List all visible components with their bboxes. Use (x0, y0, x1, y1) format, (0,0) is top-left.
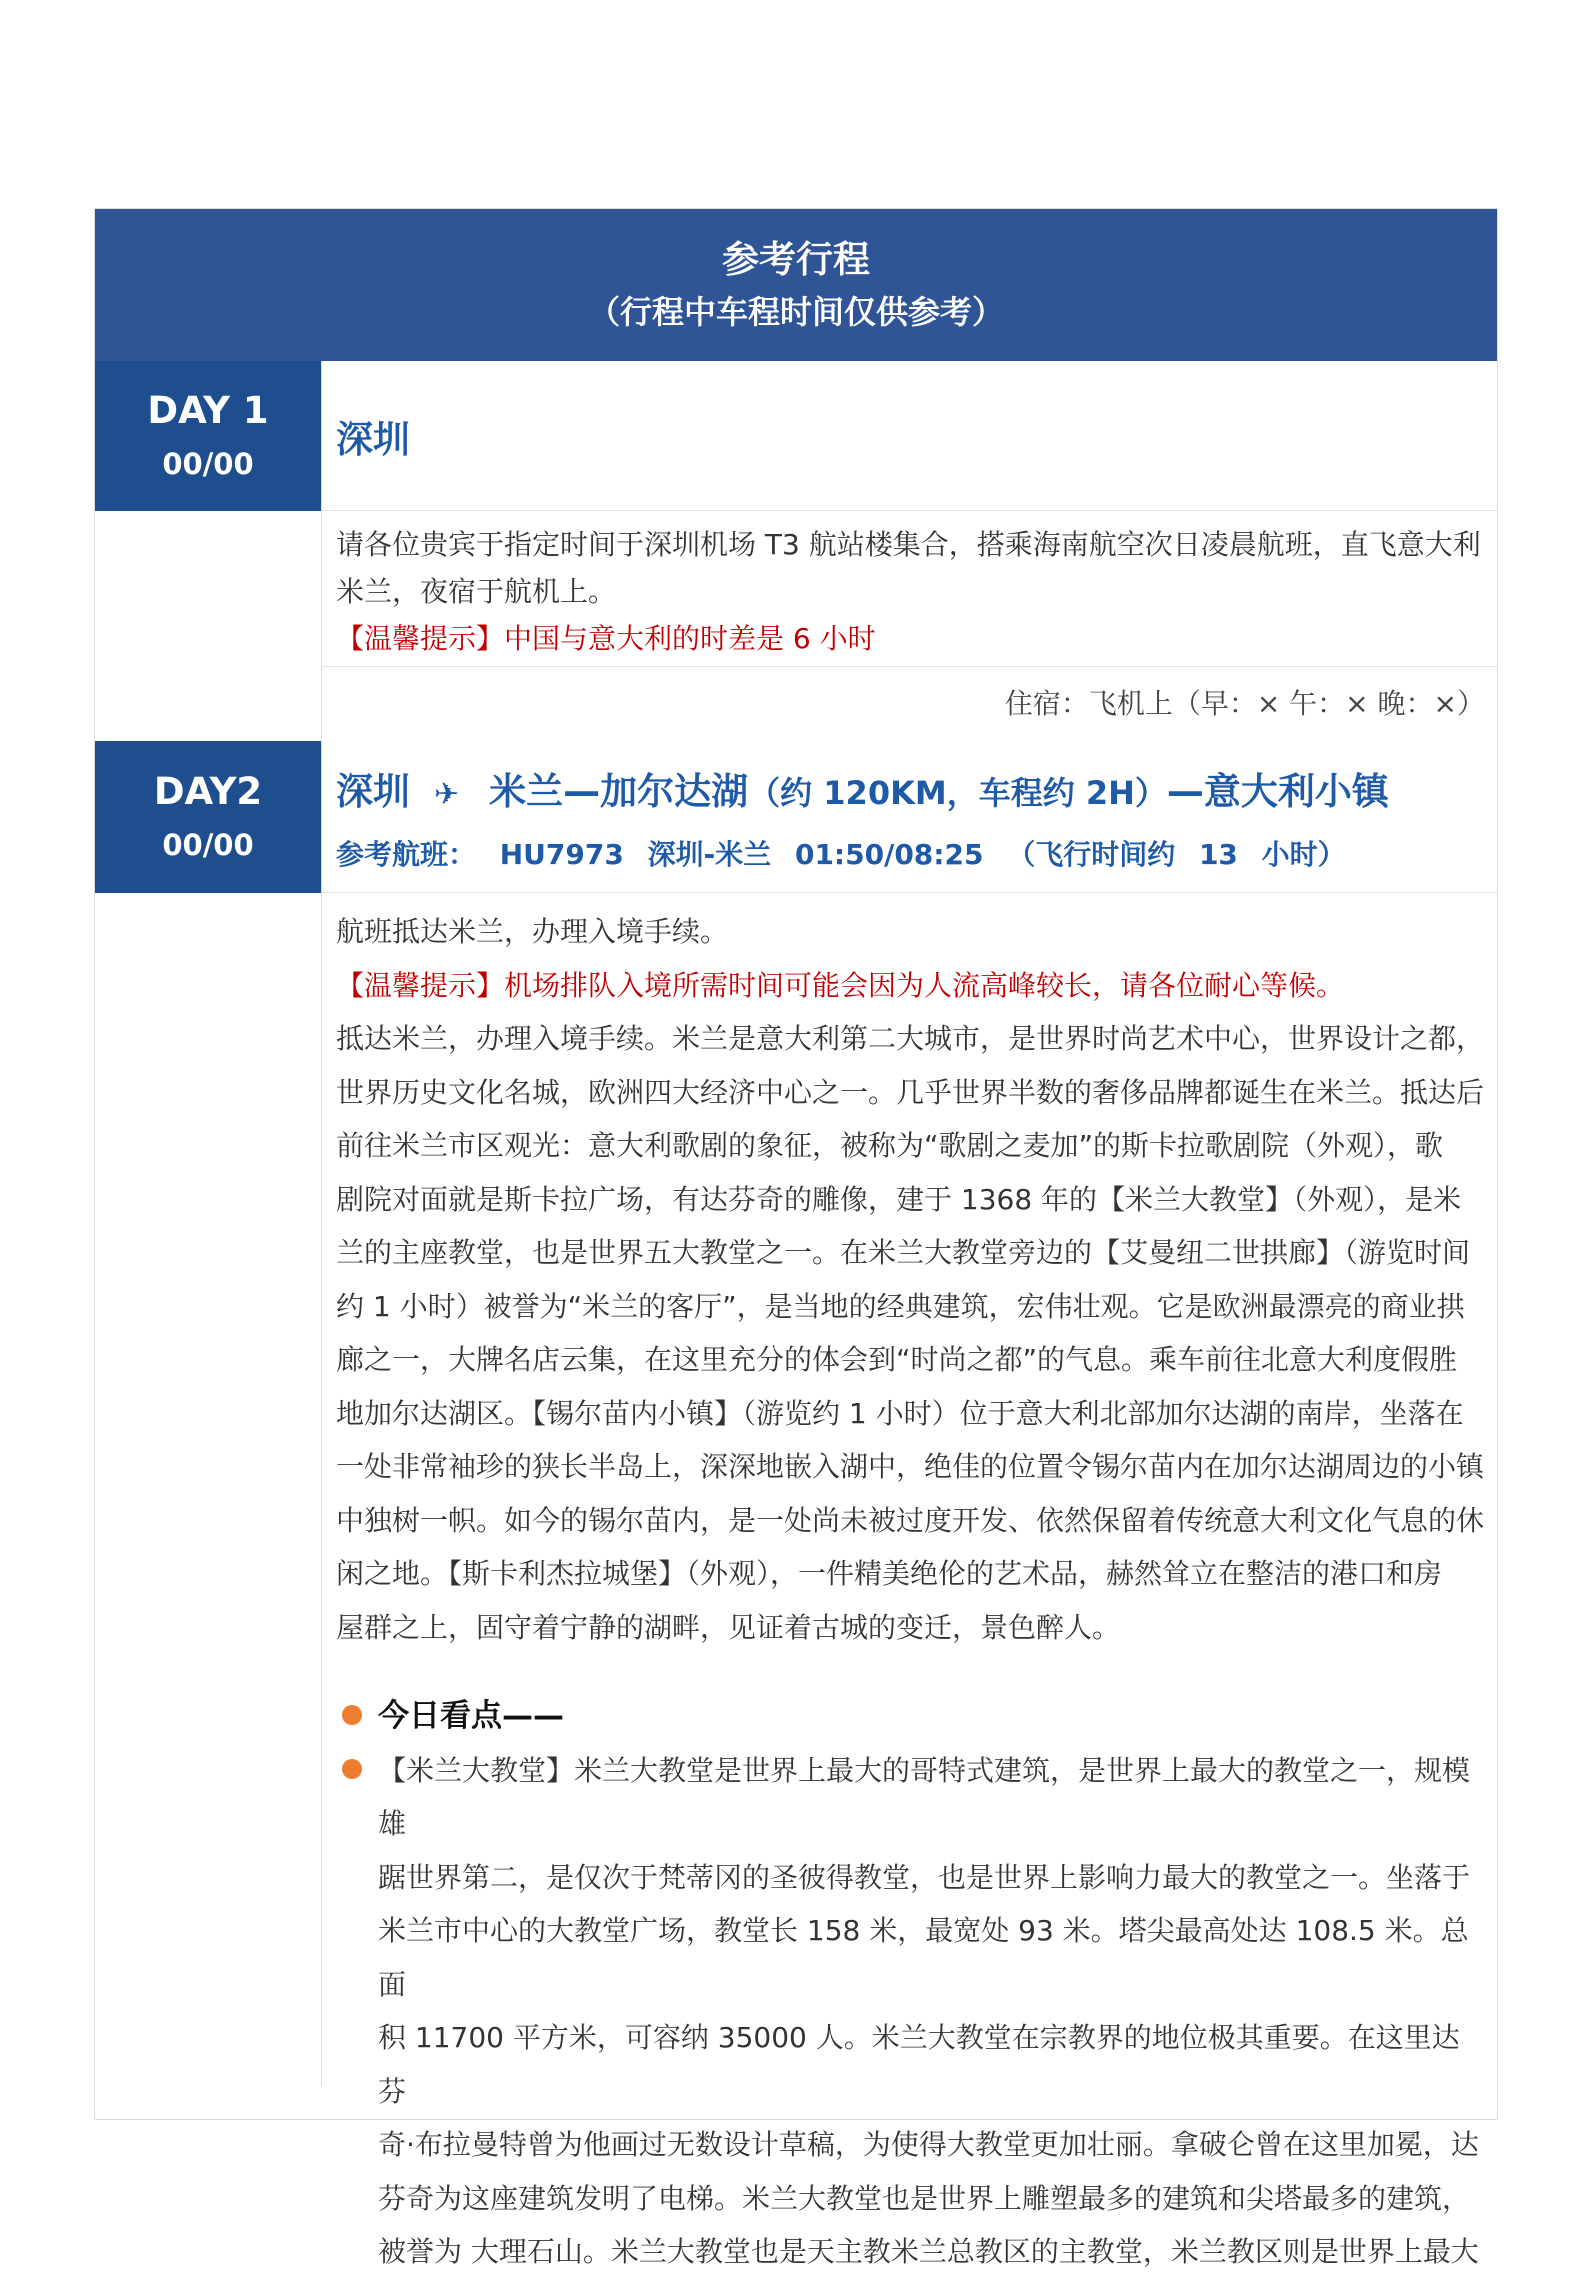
day2-date: 00/00 (162, 828, 254, 862)
day2-city-from: 深圳 (336, 769, 410, 813)
day2-line: 闲之地。【斯卡利杰拉城堡】（外观），一件精美绝伦的艺术品，赫然耸立在整洁的港口和房 (336, 1557, 1443, 1590)
day2-label-box (95, 741, 321, 893)
day1-city: 深圳 (336, 417, 410, 461)
day2-tip: 【温馨提示】机场排队入境所需时间可能会因为人流高峰较长，请各位耐心等候。 (336, 968, 1345, 1002)
itinerary-title: 参考行程 (722, 238, 870, 281)
day2-route-note: （约 120KM，车程约 2H） (748, 773, 1167, 812)
day2-intro: 航班抵达米兰，办理入境手续。 (336, 915, 729, 948)
highlight-line: 芬奇为这座建筑发明了电梯。米兰大教堂也是世界上雕塑最多的建筑和尖塔最多的建筑， (378, 2181, 1471, 2215)
day1-line: 米兰，夜宿于航机上。 (336, 575, 617, 608)
highlight-line: 【米兰大教堂】米兰大教堂是世界上最大的哥特式建筑，是世界上最大的教堂之一，规模雄 (378, 1753, 1471, 1840)
day2-line: 一处非常袖珍的狭长半岛上，深深地嵌入湖中，绝佳的位置令锡尔苗内在加尔达湖周边的小镇 (336, 1450, 1485, 1483)
day2-title-cell (321, 741, 1497, 893)
day2-line: 屋群之上，固守着宁静的湖畔，见证着古城的变迁，景色醉人。 (336, 1610, 1121, 1644)
day1-tip: 【温馨提示】中国与意大利的时差是 6 小时 (336, 622, 876, 655)
day2-line: 兰的主座教堂，也是世界五大教堂之一。在米兰大教堂旁边的【艾曼纽二世拱廊】（游览时间 (336, 1236, 1471, 1269)
highlight-line: 积 11700 平方米，可容纳 35000 人。米兰大教堂在宗教界的地位极其重要。在这里达芬 (378, 2021, 1460, 2108)
plane-icon: ✈ (434, 776, 460, 812)
day2-header-row (95, 741, 1497, 893)
day2-line: 地加尔达湖区。【锡尔苗内小镇】（游览约 1 小时）位于意大利北部加尔达湖的南岸，坐落在 (336, 1396, 1464, 1430)
day2-body-cell (321, 893, 1497, 2268)
day2-flight-info: 参考航班： HU7973 深圳-米兰 01:50/08:25 （飞行时间约 13 小时） (336, 837, 1346, 871)
day1-accommodation: 住宿：飞机上（早：× 午：× 晚：×） (322, 666, 1497, 741)
day2-body-row (95, 893, 1497, 2268)
day2-line: 抵达米兰，办理入境手续。米兰是意大利第二大城市，是世界时尚艺术中心，世界设计之都， (336, 1022, 1485, 1055)
highlight-item (336, 1744, 1485, 2279)
day2-line: 中独树一帜。如今的锡尔苗内，是一处尚未被过度开发、依然保留着传统意大利文化气息的休 (336, 1503, 1485, 1537)
highlight-line: 被誉为 大理石山。米兰大教堂也是天主教米兰总教区的主教堂，米兰教区则是世界上最大 (378, 2235, 1479, 2268)
day1-body-row (95, 511, 1497, 741)
itinerary-header (95, 209, 1497, 361)
itinerary-document (94, 208, 1498, 2268)
day1-label: DAY 1 (147, 389, 269, 432)
day2-line: 约 1 小时）被誉为“米兰的客厅”，是当地的经典建筑，宏伟壮观。它是欧洲最漂亮的商业拱 (336, 1289, 1465, 1323)
day2-label: DAY2 (153, 770, 263, 813)
bullet-dot-icon (342, 1759, 362, 1779)
day2-city-to: 米兰—加尔达湖 (489, 769, 749, 813)
day2-line: 廊之一，大牌名店云集，在这里充分的体会到“时尚之都”的气息。乘车前往北意大利度假胜 (336, 1343, 1458, 1376)
itinerary-subtitle: （行程中车程时间仅供参考） (587, 293, 1004, 331)
day1-body-cell (321, 511, 1497, 741)
day1-header-row (95, 361, 1497, 511)
bullet-dot-icon (342, 1705, 362, 1725)
day2-line: 世界历史文化名城，欧洲四大经济中心之一。几乎世界半数的奢侈品牌都诞生在米兰。抵达后 (336, 1075, 1485, 1109)
day1-date: 00/00 (162, 447, 254, 481)
highlight-line: 米兰市中心的大教堂广场，教堂长 158 米，最宽处 93 米。塔尖最高处达 108.5 米。总面 (378, 1914, 1469, 2001)
day2-city-end: —意大利小镇 (1166, 769, 1389, 813)
highlight-heading: 今日看点—— (336, 1690, 1485, 1744)
day2-route (336, 761, 1497, 815)
day2-line: 剧院对面就是斯卡拉广场，有达芬奇的雕像，建于 1368 年的【米兰大教堂】（外观），是米 (336, 1182, 1462, 1216)
day1-title-cell (321, 361, 1497, 511)
day2-line: 前往米兰市区观光：意大利歌剧的象征，被称为“歌剧之麦加”的斯卡拉歌剧院（外观），歌 (336, 1129, 1444, 1162)
highlight-line: 奇·布拉曼特曾为他画过无数设计草稿，为使得大教堂更加壮丽。拿破仑曾在这里加冕，达 (378, 2128, 1479, 2161)
highlight-line: 踞世界第二，是仅次于梵蒂冈的圣彼得教堂，也是世界上影响力最大的教堂之一。坐落于 (378, 1860, 1471, 1894)
day1-label-box (95, 361, 321, 511)
day1-line: 请各位贵宾于指定时间于深圳机场 T3 航站楼集合，搭乘海南航空次日凌晨航班，直飞意大利 (336, 528, 1481, 561)
